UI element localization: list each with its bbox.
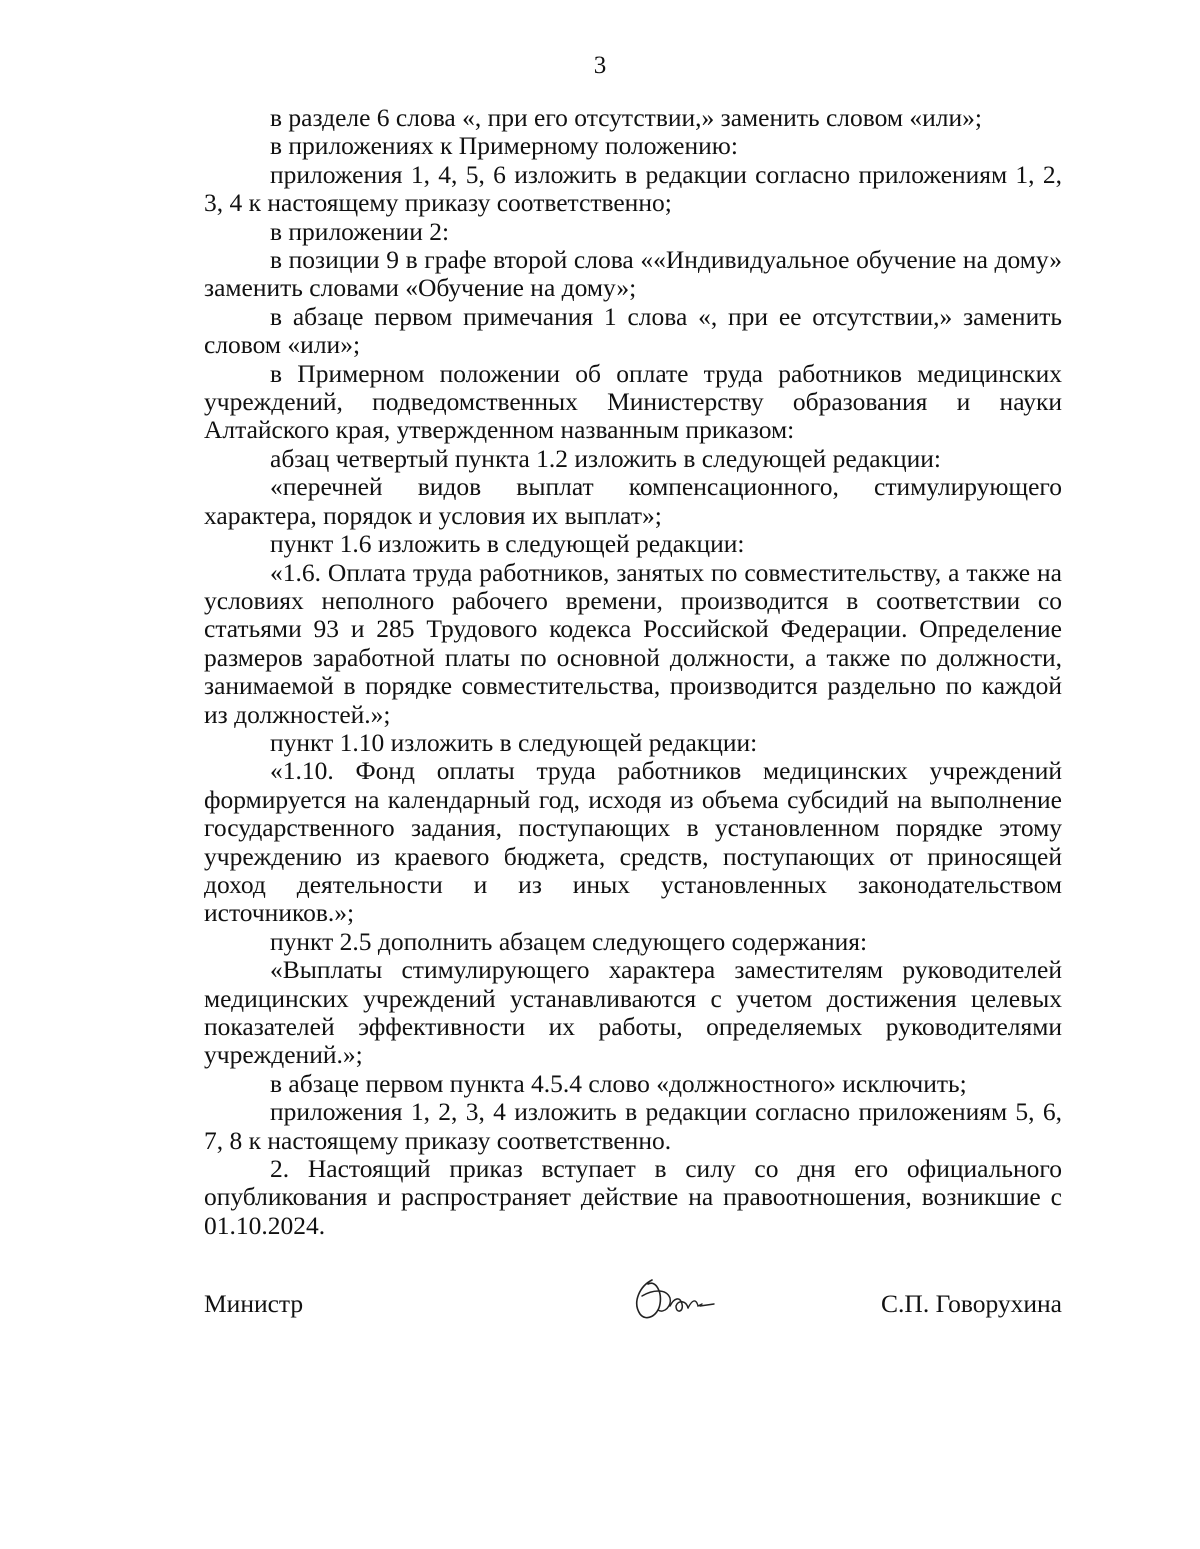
paragraph: в абзаце первом примечания 1 слова «, при ее отсутствии,» заменить словом «или»;: [204, 301, 1062, 360]
paragraph: в позиции 9 в графе второй слова ««Индивидуальное обучение на дому» заменить словами «Обучение на дому»;: [204, 245, 1062, 303]
paragraph: в приложении 2:: [270, 216, 450, 246]
paragraph: в Примерном положении об оплате труда работников медицинских учреждений, подведомственных Министерству образования и науки Алтайского края, утвержденном названным приказом:: [204, 358, 1062, 445]
document-body: [204, 104, 1062, 1240]
paragraph: «1.10. Фонд оплаты труда работников медицинских учреждений формируется на календарный год, исходя из объема субсидий на выполнение государственного задания, поступающих в установленном порядке этому учреждению из краевого бюджета, средств, поступающих от приносящей доход деятельности и из иных установленных законодательством источников.»;: [204, 756, 1062, 928]
paragraph: пункт 1.10 изложить в следующей редакции:: [270, 727, 758, 757]
handwritten-signature-icon: [622, 1270, 718, 1326]
signature-block: [204, 1286, 1062, 1326]
signatory-name: С.П. Говорухина: [881, 1289, 1062, 1318]
paragraph: 2. Настоящий приказ вступает в силу со дня его официального опубликования и распространяет действие на правоотношения, возникшие с 01.10.2024.: [204, 1154, 1062, 1240]
signatory-title: Министр: [204, 1289, 304, 1318]
paragraph: «Выплаты стимулирующего характера заместителям руководителей медицинских учреждений устанавливаются с учетом достижения целевых показателей эффективности их работы, определяемых руководителями учреждений.»;: [204, 955, 1062, 1070]
page-number: 3: [593, 52, 607, 79]
paragraph: приложения 1, 2, 3, 4 изложить в редакции согласно приложениям 5, 6, 7, 8 к настоящему приказу соответственно.: [204, 1097, 1062, 1155]
paragraph: абзац четвертый пункта 1.2 изложить в следующей редакции:: [270, 443, 942, 473]
paragraph: приложения 1, 4, 5, 6 изложить в редакции согласно приложениям 1, 2, 3, 4 к настоящему приказу соответственно;: [204, 159, 1062, 218]
paragraph: в абзаце первом пункта 4.5.4 слово «должностного» исключить;: [270, 1068, 967, 1098]
paragraph: пункт 2.5 дополнить абзацем следующего содержания:: [270, 926, 868, 956]
paragraph: пункт 1.6 изложить в следующей редакции:: [270, 529, 745, 559]
paragraph: в приложениях к Примерному положению:: [270, 131, 738, 161]
paragraph: «перечней видов выплат компенсационного, стимулирующего характера, порядок и условия их выплат»;: [204, 472, 1062, 530]
paragraph: «1.6. Оплата труда работников, занятых по совместительству, а также на условиях неполного рабочего времени, производится в соответствии со статьями 93 и 285 Трудового кодекса Российской Федерации. Определение размеров заработной платы по основной должности, а также по должности, занимаемой в порядке совместительства, производится раздельно по каждой из должностей.»;: [204, 557, 1062, 729]
paragraph: в разделе 6 слова «, при его отсутствии,» заменить словом «или»;: [270, 103, 982, 132]
